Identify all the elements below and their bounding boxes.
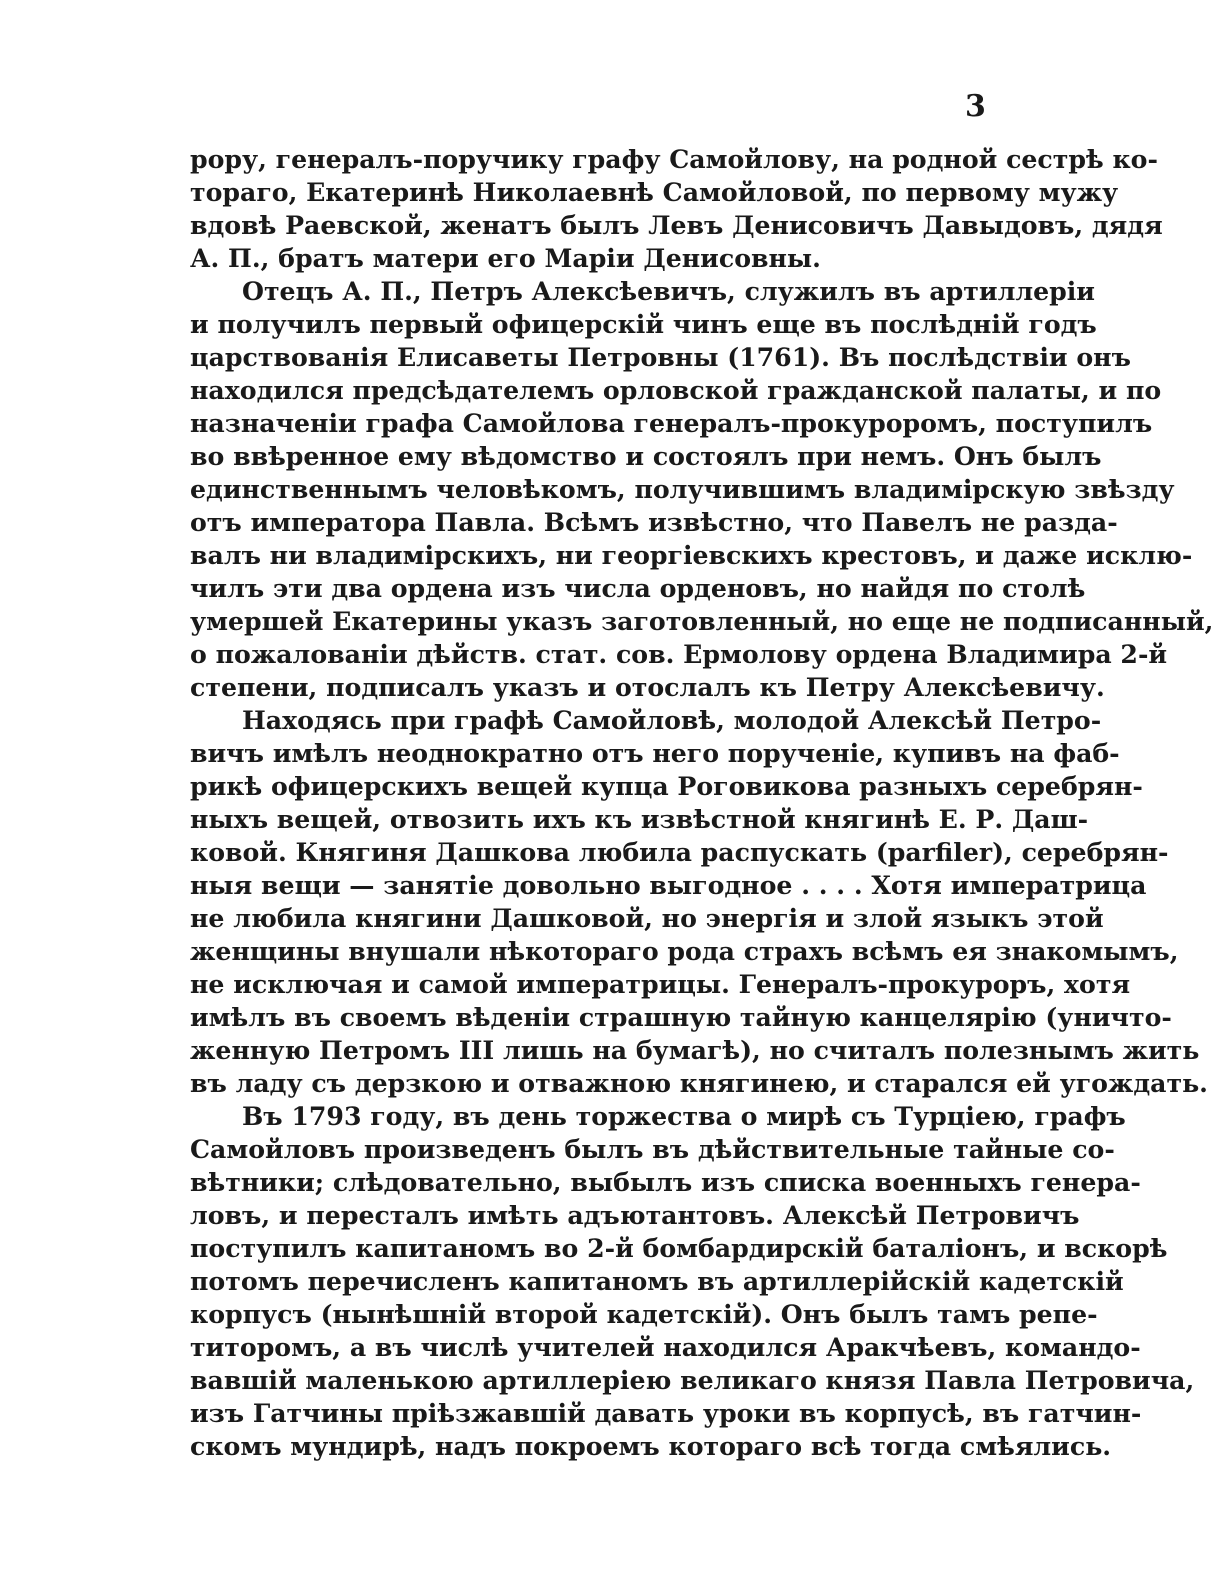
text-line: чилъ эти два ордена изъ числа орденовъ, но найдя по столѣ bbox=[190, 573, 1086, 603]
text-line: ныхъ вещей, отвозить ихъ къ извѣстной княгинѣ Е. Р. Даш- bbox=[190, 804, 1089, 834]
text-line: вичъ имѣлъ неоднократно отъ него порученіе, купивъ на фаб- bbox=[190, 738, 1120, 768]
text-line: Отецъ А. П., Петръ Алексѣевичъ, служилъ въ артиллеріи bbox=[242, 276, 1095, 306]
text-line: отъ императора Павла. Всѣмъ извѣстно, что Павелъ не разда- bbox=[190, 507, 1118, 537]
text-line: въ ладу съ дерзкою и отважною княгинею, и старался ей угождать. bbox=[190, 1068, 1208, 1098]
text-line: Самойловъ произведенъ былъ въ дѣйствительные тайные со- bbox=[190, 1134, 1115, 1164]
text-line: корпусъ (нынѣшній второй кадетскій). Онъ былъ тамъ репе- bbox=[190, 1299, 1098, 1329]
text-line: назначеніи графа Самойлова генералъ-прокуроромъ, поступилъ bbox=[190, 408, 1153, 438]
text-line: царствованія Елисаветы Петровны (1761). Въ послѣдствіи онъ bbox=[190, 342, 1131, 372]
text-line: находился предсѣдателемъ орловской гражданской палаты, и по bbox=[190, 375, 1162, 405]
text-line: А. П., братъ матери его Маріи Денисовны. bbox=[190, 243, 821, 273]
text-line: поступилъ капитаномъ во 2-й бомбардирскій баталіонъ, и вскорѣ bbox=[190, 1233, 1168, 1263]
text-line: вѣтники; слѣдовательно, выбылъ изъ списка военныхъ генера- bbox=[190, 1167, 1141, 1197]
text-line: титоромъ, а въ числѣ учителей находился Аракчѣевъ, командо- bbox=[190, 1332, 1141, 1362]
text-line: во ввѣренное ему вѣдомство и состоялъ при немъ. Онъ былъ bbox=[190, 441, 1102, 471]
text-line: рору, генералъ-поручику графу Самойлову, на родной сестрѣ ко- bbox=[190, 144, 1158, 174]
page-number: 3 bbox=[965, 89, 986, 124]
text-line: Въ 1793 году, въ день торжества о мирѣ съ Турціею, графъ bbox=[242, 1101, 1126, 1131]
text-line: потомъ перечисленъ капитаномъ въ артиллерійскій кадетскій bbox=[190, 1266, 1124, 1296]
text-line: умершей Екатерины указъ заготовленный, но еще не подписанный, bbox=[190, 606, 1213, 636]
text-line: вавшій маленькою артиллеріею великаго князя Павла Петровича, bbox=[190, 1365, 1195, 1395]
text-line: и получилъ первый офицерскій чинъ еще въ послѣдній годъ bbox=[190, 309, 1097, 339]
text-line: вдовѣ Раевской, женатъ былъ Левъ Денисовичъ Давыдовъ, дядя bbox=[190, 210, 1163, 240]
text-line: имѣлъ въ своемъ вѣденіи страшную тайную канцелярію (уничто- bbox=[190, 1002, 1172, 1032]
text-line: единственнымъ человѣкомъ, получившимъ владимірскую звѣзду bbox=[190, 474, 1175, 504]
text-line: о пожалованіи дѣйств. стат. сов. Ермолову ордена Владимира 2-й bbox=[190, 639, 1168, 669]
text-line: женную Петромъ III лишь на бумагѣ), но считалъ полезнымъ жить bbox=[190, 1035, 1200, 1065]
body-text bbox=[190, 143, 1213, 1463]
text-line: ныя вещи — занятіе довольно выгодное . . . . Хотя императрица bbox=[190, 870, 1147, 900]
text-line: женщины внушали нѣкотораго рода страхъ всѣмъ ея знакомымъ, bbox=[190, 936, 1179, 966]
text-line: тораго, Екатеринѣ Николаевнѣ Самойловой, по первому мужу bbox=[190, 177, 1119, 207]
text-line: рикѣ офицерскихъ вещей купца Роговикова разныхъ серебрян- bbox=[190, 771, 1143, 801]
text-line: изъ Гатчины пріѣзжавшій давать уроки въ корпусѣ, въ гатчин- bbox=[190, 1398, 1142, 1428]
text-line: валъ ни владимірскихъ, ни георгіевскихъ крестовъ, и даже исклю- bbox=[190, 540, 1193, 570]
text-line: не исключая и самой императрицы. Генералъ-прокуроръ, хотя bbox=[190, 969, 1131, 999]
text-line: скомъ мундирѣ, надъ покроемъ котораго всѣ тогда смѣялись. bbox=[190, 1431, 1112, 1461]
text-line: не любила княгини Дашковой, но энергія и злой языкъ этой bbox=[190, 903, 1104, 933]
text-line: ловъ, и пересталъ имѣть адъютантовъ. Алексѣй Петровичъ bbox=[190, 1200, 1080, 1230]
text-line: степени, подписалъ указъ и отослалъ къ Петру Алексѣевичу. bbox=[190, 672, 1105, 702]
text-line: Находясь при графѣ Самойловѣ, молодой Алексѣй Петро- bbox=[242, 705, 1102, 735]
text-line: ковой. Княгиня Дашкова любила распускать (parfiler), серебрян- bbox=[190, 837, 1169, 867]
